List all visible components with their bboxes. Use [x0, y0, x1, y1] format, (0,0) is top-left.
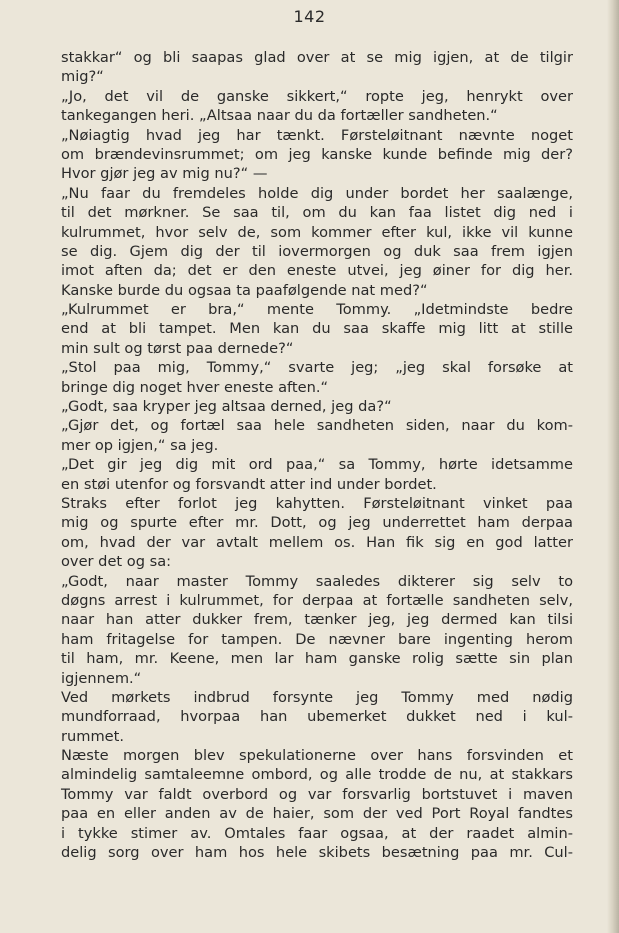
text-line: naar han atter dukker frem, tænker jeg, jeg dermed kan tilsi: [61, 611, 573, 629]
text-line: delig sorg over ham hos hele skibets besætning paa mr. Cul-: [61, 844, 573, 862]
text-line: mig?“: [61, 68, 104, 86]
text-line: min sult og tørst paa dernede?“: [61, 339, 294, 357]
text-line: „Godt, naar master Tommy saaledes dikterer sig selv to: [61, 572, 573, 590]
text-line: „Godt, saa kryper jeg altsaa derned, jeg da?“: [61, 398, 392, 416]
text-line: rummet.: [61, 727, 125, 745]
text-line: mig og spurte efter mr. Dott, og jeg underrettet ham derpaa: [61, 514, 573, 532]
text-line: „Stol paa mig, Tommy,“ svarte jeg; „jeg skal forsøke at: [61, 359, 573, 377]
text-line: ham fritagelse for tampen. De nævner bare ingenting herom: [61, 630, 573, 648]
text-line: almindelig samtaleemne ombord, og alle trodde de nu, at stakkars: [61, 766, 573, 784]
text-line: Ved mørkets indbrud forsynte jeg Tommy med nødig: [61, 688, 573, 706]
text-line: i tykke stimer av. Omtales faar ogsaa, at der raadet almin-: [61, 824, 573, 842]
text-line: tankegangen heri. „Altsaa naar du da fortæller sandheten.“: [61, 107, 498, 125]
text-line: mundforraad, hvorpaa han ubemerket dukket ned i kul-: [61, 708, 573, 726]
text-line: over det og sa:: [61, 553, 172, 571]
text-line: stakkar“ og bli saapas glad over at se mig igjen, at de tilgir: [61, 49, 573, 66]
text-line: igjennem.“: [61, 669, 142, 687]
text-line: Hvor gjør jeg av mig nu?“ —: [61, 165, 268, 183]
page-edge-shadow: [607, 0, 619, 933]
text-line: kulrummet, hvor selv de, som kommer efter kul, ikke vil kunne: [61, 223, 573, 241]
text-line: bringe dig noget hver eneste aften.“: [61, 378, 329, 396]
text-line: Kanske burde du ogsaa ta paafølgende nat med?“: [61, 281, 428, 299]
text-line: Tommy var faldt overbord og var forsvarlig bortstuvet i maven: [61, 785, 573, 803]
page-number: 142: [293, 7, 326, 26]
text-line: paa en eller anden av de haier, som der ved Port Royal fandtes: [61, 805, 573, 823]
text-line: til det mørkner. Se saa til, om du kan faa listet dig ned i: [61, 204, 573, 222]
text-line: Straks efter forlot jeg kahytten. Førsteløitnant vinket paa: [61, 494, 573, 512]
text-line: „Kulrummet er bra,“ mente Tommy. „Idetmindste bedre: [61, 301, 573, 319]
text-line: end at bli tampet. Men kan du saa skaffe mig litt at stille: [61, 320, 573, 338]
text-line: døgns arrest i kulrummet, for derpaa at fortælle sandheten selv,: [61, 591, 573, 609]
text-line: se dig. Gjem dig der til iovermorgen og duk saa frem igjen: [61, 242, 573, 260]
text-line: „Nu faar du fremdeles holde dig under bordet her saalænge,: [61, 184, 573, 202]
text-line: „Jo, det vil de ganske sikkert,“ ropte jeg, henrykt over: [61, 87, 573, 105]
text-line: en støi utenfor og forsvandt atter ind under bordet.: [61, 475, 437, 493]
text-line: „Det gir jeg dig mit ord paa,“ sa Tommy, hørte idetsamme: [61, 456, 573, 474]
text-line: om, hvad der var avtalt mellem os. Han fik sig en god latter: [61, 533, 573, 551]
text-line: mer op igjen,“ sa jeg.: [61, 436, 219, 454]
text-line: imot aften da; det er den eneste utvei, jeg øiner for dig her.: [61, 262, 573, 280]
text-line: „Nøiagtig hvad jeg har tænkt. Førsteløitnant nævnte noget: [61, 126, 573, 144]
text-line: til ham, mr. Keene, men lar ham ganske rolig sætte sin plan: [61, 650, 573, 668]
text-line: om brændevinsrummet; om jeg kanske kunde befinde mig der?: [61, 145, 573, 163]
text-line: Næste morgen blev spekulationerne over hans forsvinden et: [61, 747, 573, 765]
text-line: „Gjør det, og fortæl saa hele sandheten siden, naar du kom-: [61, 417, 573, 435]
body-text: [61, 48, 573, 862]
